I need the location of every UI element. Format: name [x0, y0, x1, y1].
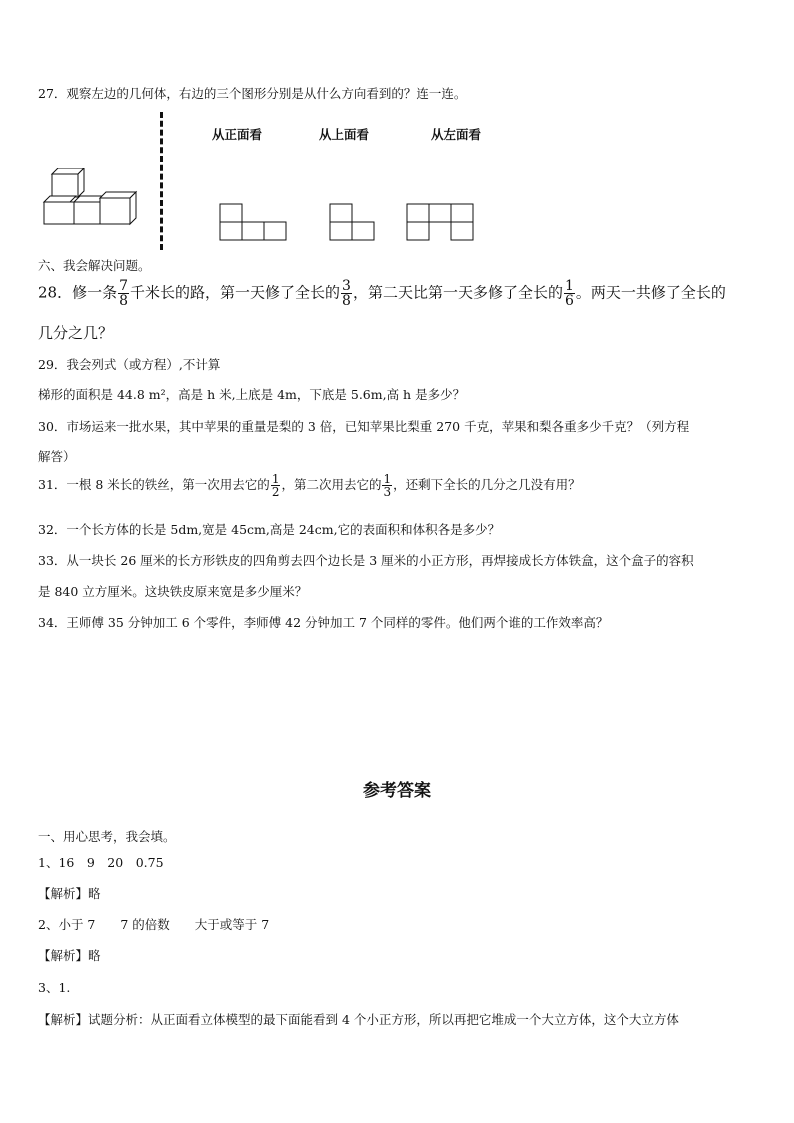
q28-line2: 几分之几？ [38, 324, 114, 342]
view-shape-1[interactable] [219, 203, 289, 243]
view-top-label: 从上面看 [319, 127, 370, 142]
denominator: 8 [342, 293, 351, 309]
q30-line2: 解答） [38, 449, 76, 464]
denominator: 8 [119, 293, 129, 309]
q33-line1: 33．从一块长 26 厘米的长方形铁皮的四角剪去四个边长是 3 厘米的小正方形，再焊接成长方体铁盒，这个盒子的容积 [38, 553, 694, 568]
q28-line1 [38, 279, 726, 308]
q30-line1: 30．市场运来一批水果，其中苹果的重量是梨的 3 倍，已知苹果比梨重 270 千克，苹果和梨各重多少千克？（列方程 [38, 419, 690, 434]
view-shape-3[interactable] [406, 203, 476, 243]
q27-text: 27．观察左边的几何体，右边的三个图形分别是从什么方向看到的？连一连。 [38, 86, 467, 101]
answer-1-note: 【解析】略 [38, 886, 101, 901]
q31-text-1: 31．一根 8 米长的铁丝，第一次用去它的 [38, 477, 270, 492]
view-shape-2[interactable] [329, 203, 377, 243]
q28-text-3: ，第二天比第一天多修了全长的 [352, 283, 563, 302]
numerator: 1 [564, 278, 574, 294]
q31-text-3: ，还剩下全长的几分之几没有用？ [393, 477, 581, 492]
q28-fraction-3 [564, 279, 575, 308]
q31-fraction-2 [382, 473, 392, 498]
view-front-label: 从正面看 [212, 127, 263, 142]
denominator: 3 [383, 485, 392, 499]
answer-1: 1、16 9 20 0.75 [38, 855, 164, 870]
q28-fraction-2 [341, 279, 352, 308]
answer-3: 3、1. [38, 980, 71, 995]
answer-2-note: 【解析】略 [38, 948, 101, 963]
section6-heading: 六、我会解决问题。 [38, 258, 151, 273]
view-left-label: 从左面看 [431, 127, 482, 142]
q28-text-1: 28．修一条 [38, 283, 118, 302]
denominator: 6 [564, 293, 574, 309]
numerator: 3 [342, 278, 351, 294]
answers-title: 参考答案 [363, 781, 431, 801]
denominator: 2 [271, 485, 280, 499]
q28-text-2: 千米长的路，第一天修了全长的 [130, 283, 341, 302]
q29-line2: 梯形的面积是 44.8 m²，高是 h 米,上底是 4m，下底是 5.6m,高 h 是多少？ [38, 387, 466, 402]
numerator: 1 [271, 472, 280, 486]
cube-solid-figure [40, 168, 140, 230]
q29-line1: 29．我会列式（或方程）,不计算 [38, 357, 221, 372]
answers-section1: 一、用心思考，我会填。 [38, 829, 176, 844]
answer-2: 2、小于 7 7 的倍数 大于或等于 7 [38, 917, 270, 932]
q31-text-2: ，第二次用去它的 [281, 477, 382, 492]
numerator: 1 [383, 472, 392, 486]
answer-3-note: 【解析】试题分析：从正面看立体模型的最下面能看到 4 个小正方形，所以再把它堆成一个大立方体，这个大立方体 [38, 1012, 679, 1027]
numerator: 7 [119, 278, 129, 294]
q28-fraction-1 [118, 279, 129, 308]
q31-fraction-1 [271, 473, 281, 498]
q28-text-4: 。两天一共修了全长的 [575, 283, 726, 302]
q34-text: 34．王师傅 35 分钟加工 6 个零件，李师傅 42 分钟加工 7 个同样的零件。他们两个谁的工作效率高？ [38, 615, 609, 630]
q32-text: 32．一个长方体的长是 5dm,宽是 45cm,高是 24cm,它的表面积和体积各是多少？ [38, 522, 501, 537]
q31-line [38, 473, 581, 498]
q33-line2: 是 840 立方厘米。这块铁皮原来宽是多少厘米？ [38, 584, 308, 599]
divider-dashed-line [160, 112, 163, 250]
